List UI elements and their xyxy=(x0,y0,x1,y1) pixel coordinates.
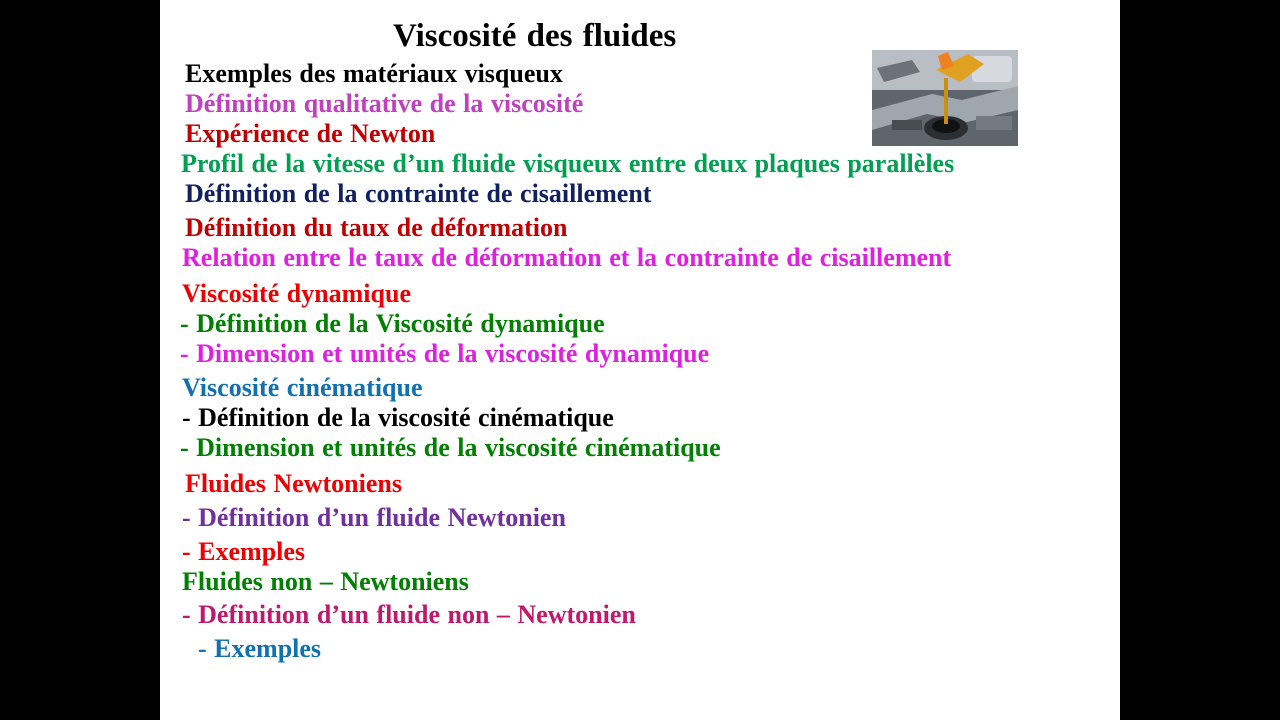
list-item: Fluides non – Newtoniens xyxy=(182,567,469,596)
list-item: Viscosité cinématique xyxy=(182,373,423,402)
list-item: Définition du taux de déformation xyxy=(185,213,568,242)
list-item: Profil de la vitesse d’un fluide visqueux entre deux plaques parallèles xyxy=(181,149,955,178)
list-item: - Définition de la viscosité cinématique xyxy=(182,403,614,432)
list-item: - Exemples xyxy=(182,537,306,566)
slide xyxy=(160,0,1120,720)
list-item: Viscosité dynamique xyxy=(182,279,411,308)
list-item: - Dimension et unités de la viscosité cinématique xyxy=(180,433,721,462)
list-item: Relation entre le taux de déformation et la contrainte de cisaillement xyxy=(182,243,952,272)
list-item: - Définition de la Viscosité dynamique xyxy=(180,309,605,338)
list-item: - Exemples xyxy=(198,634,322,663)
list-item: Exemples des matériaux visqueux xyxy=(185,59,563,88)
list-item: Fluides Newtoniens xyxy=(185,469,402,498)
list-item: Définition de la contrainte de cisaillement xyxy=(185,179,652,208)
list-item: - Définition d’un fluide Newtonien xyxy=(182,503,566,532)
list-item: Expérience de Newton xyxy=(185,119,436,148)
slide-title: Viscosité des fluides xyxy=(393,18,677,54)
list-item: - Définition d’un fluide non – Newtonien xyxy=(182,600,636,629)
oil-pouring-photo xyxy=(872,50,1018,146)
list-item: Définition qualitative de la viscosité xyxy=(185,89,584,118)
list-item: - Dimension et unités de la viscosité dynamique xyxy=(180,339,710,368)
